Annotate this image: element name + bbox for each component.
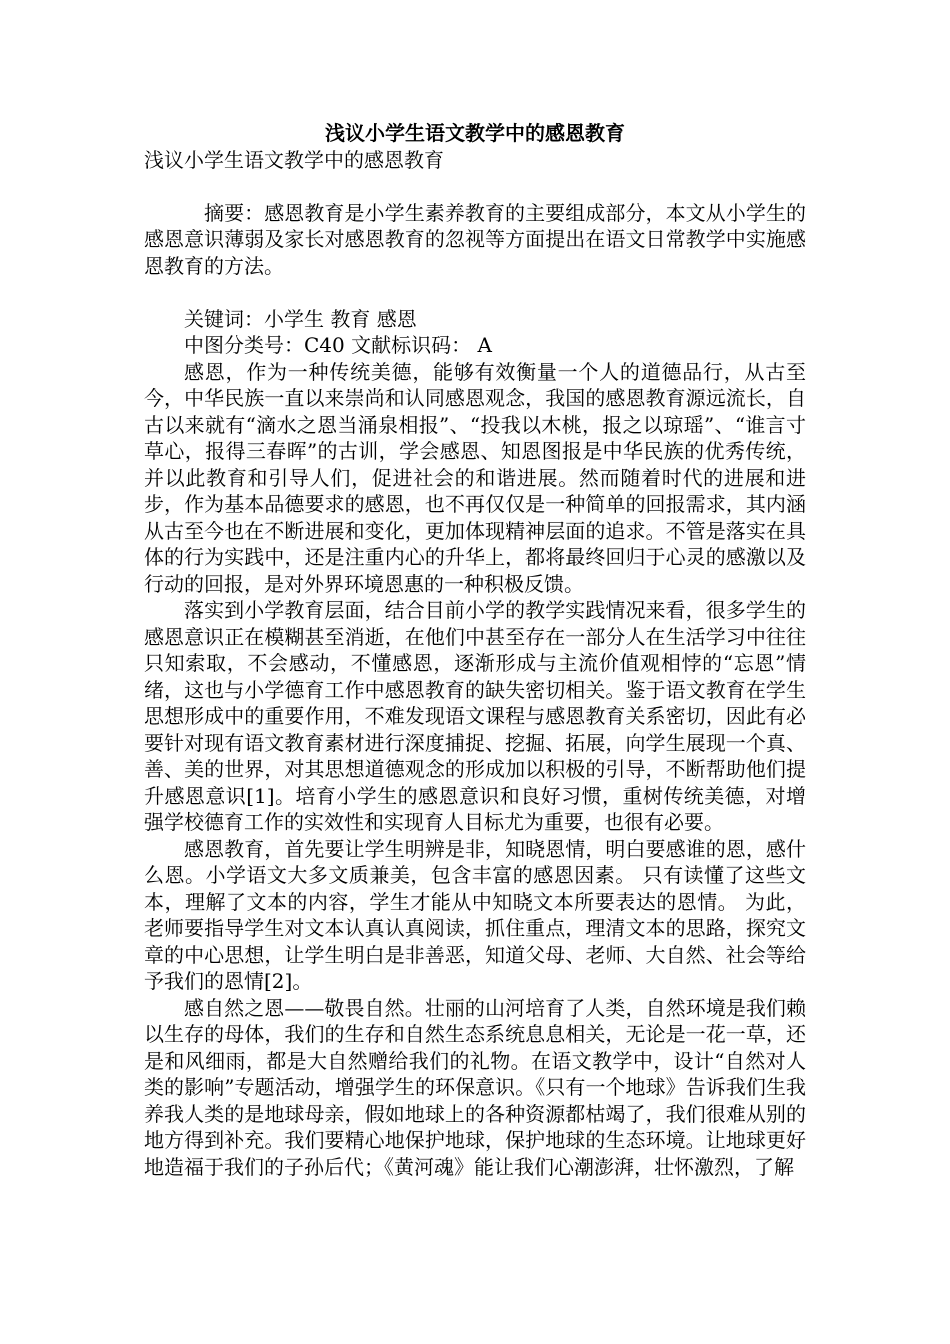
body-paragraph: 落实到小学教育层面，结合目前小学的教学实践情况来看，很多学生的感恩意识正在模糊甚至消逝，在他们中甚至存在一部分人在生活学习中往往只知索取，不会感动，不懂感恩，逐渐形成与主流价值观相悖的“忘恩”情绪，这也与小学德育工作中感恩教育的缺失密切相关。鉴于语文教育在学生思想形成中的重要作用，不难发现语文课程与感恩教育关系密切，因此有必要针对现有语文教育素材进行深度捕捉、挖掘、拓展，向学生展现一个真、善、美的世界，对其思想道德观念的形成加以积极的引导，不断帮助他们提升感恩意识[1]。培育小学生的感恩意识和良好习惯，重树传统美德，对增强学校德育工作的实效性和实现育人目标尤为重要，也很有必要。 xyxy=(144,598,806,834)
document-body xyxy=(144,120,806,1180)
body-paragraph: 感恩教育，首先要让学生明辨是非，知晓恩情，明白要感谁的恩，感什么恩。小学语文大多文质兼美，包含丰富的感恩因素。 只有读懂了这些文本，理解了文本的内容，学生才能从中知晓文本所要表达的恩情。 为此，老师要指导学生对文本认真认真阅读，抓住重点，理清文本的思路，探究文章的中心思想，让学生明白是非善恶，知道父母、老师、大自然、社会等给予我们的恩情[2]。 xyxy=(144,836,806,993)
document-title: 浅议小学生语文教学中的感恩教育 xyxy=(325,121,625,145)
abstract-paragraph: 摘要：感恩教育是小学生素养教育的主要组成部分，本文从小学生的感恩意识薄弱及家长对感恩教育的忽视等方面提出在语文日常教学中实施感恩教育的方法。 xyxy=(144,200,806,278)
classification-line: 中图分类号：C40 文献标识码： A xyxy=(184,333,492,357)
body-paragraph: 感自然之恩——敬畏自然。壮丽的山河培育了人类，自然环境是我们赖以生存的母体，我们的生存和自然生态系统息息相关，无论是一花一草，还是和风细雨，都是大自然赠给我们的礼物。在语文教学中，设计“自然对人类的影响”专题活动，增强学生的环保意识。《只有一个地球》告诉我们生我养我人类的是地球母亲，假如地球上的各种资源都枯竭了，我们很难从别的地方得到补充。我们要精心地保护地球，保护地球的生态环境。让地球更好地造福于我们的子孙后代；《黄河魂》能让我们心潮澎湃，壮怀激烈，了解 xyxy=(144,995,806,1179)
body-paragraph: 感恩，作为一种传统美德，能够有效衡量一个人的道德品行，从古至今，中华民族一直以来崇尚和认同感恩观念，我国的感恩教育源远流长，自古以来就有“滴水之恩当涌泉相报”、“投我以木桃，报之以琼瑶”、“谁言寸草心，报得三春晖”的古训，学会感恩、知恩图报是中华民族的优秀传统，并以此教育和引导人们，促进社会的和谐进展。然而随着时代的进展和进步，作为基本品德要求的感恩，也不再仅仅是一种简单的回报需求，其内涵从古至今也在不断进展和变化，更加体现精神层面的追求。不管是落实在具体的行为实践中，还是注重内心的升华上，都将最终回归于心灵的感激以及行动的回报，是对外界环境恩惠的一种积极反馈。 xyxy=(144,359,806,596)
blank-line xyxy=(144,173,806,200)
blank-line xyxy=(144,279,806,306)
keywords-line: 关键词：小学生 教育 感恩 xyxy=(184,306,417,331)
document-subtitle: 浅议小学生语文教学中的感恩教育 xyxy=(144,147,444,172)
